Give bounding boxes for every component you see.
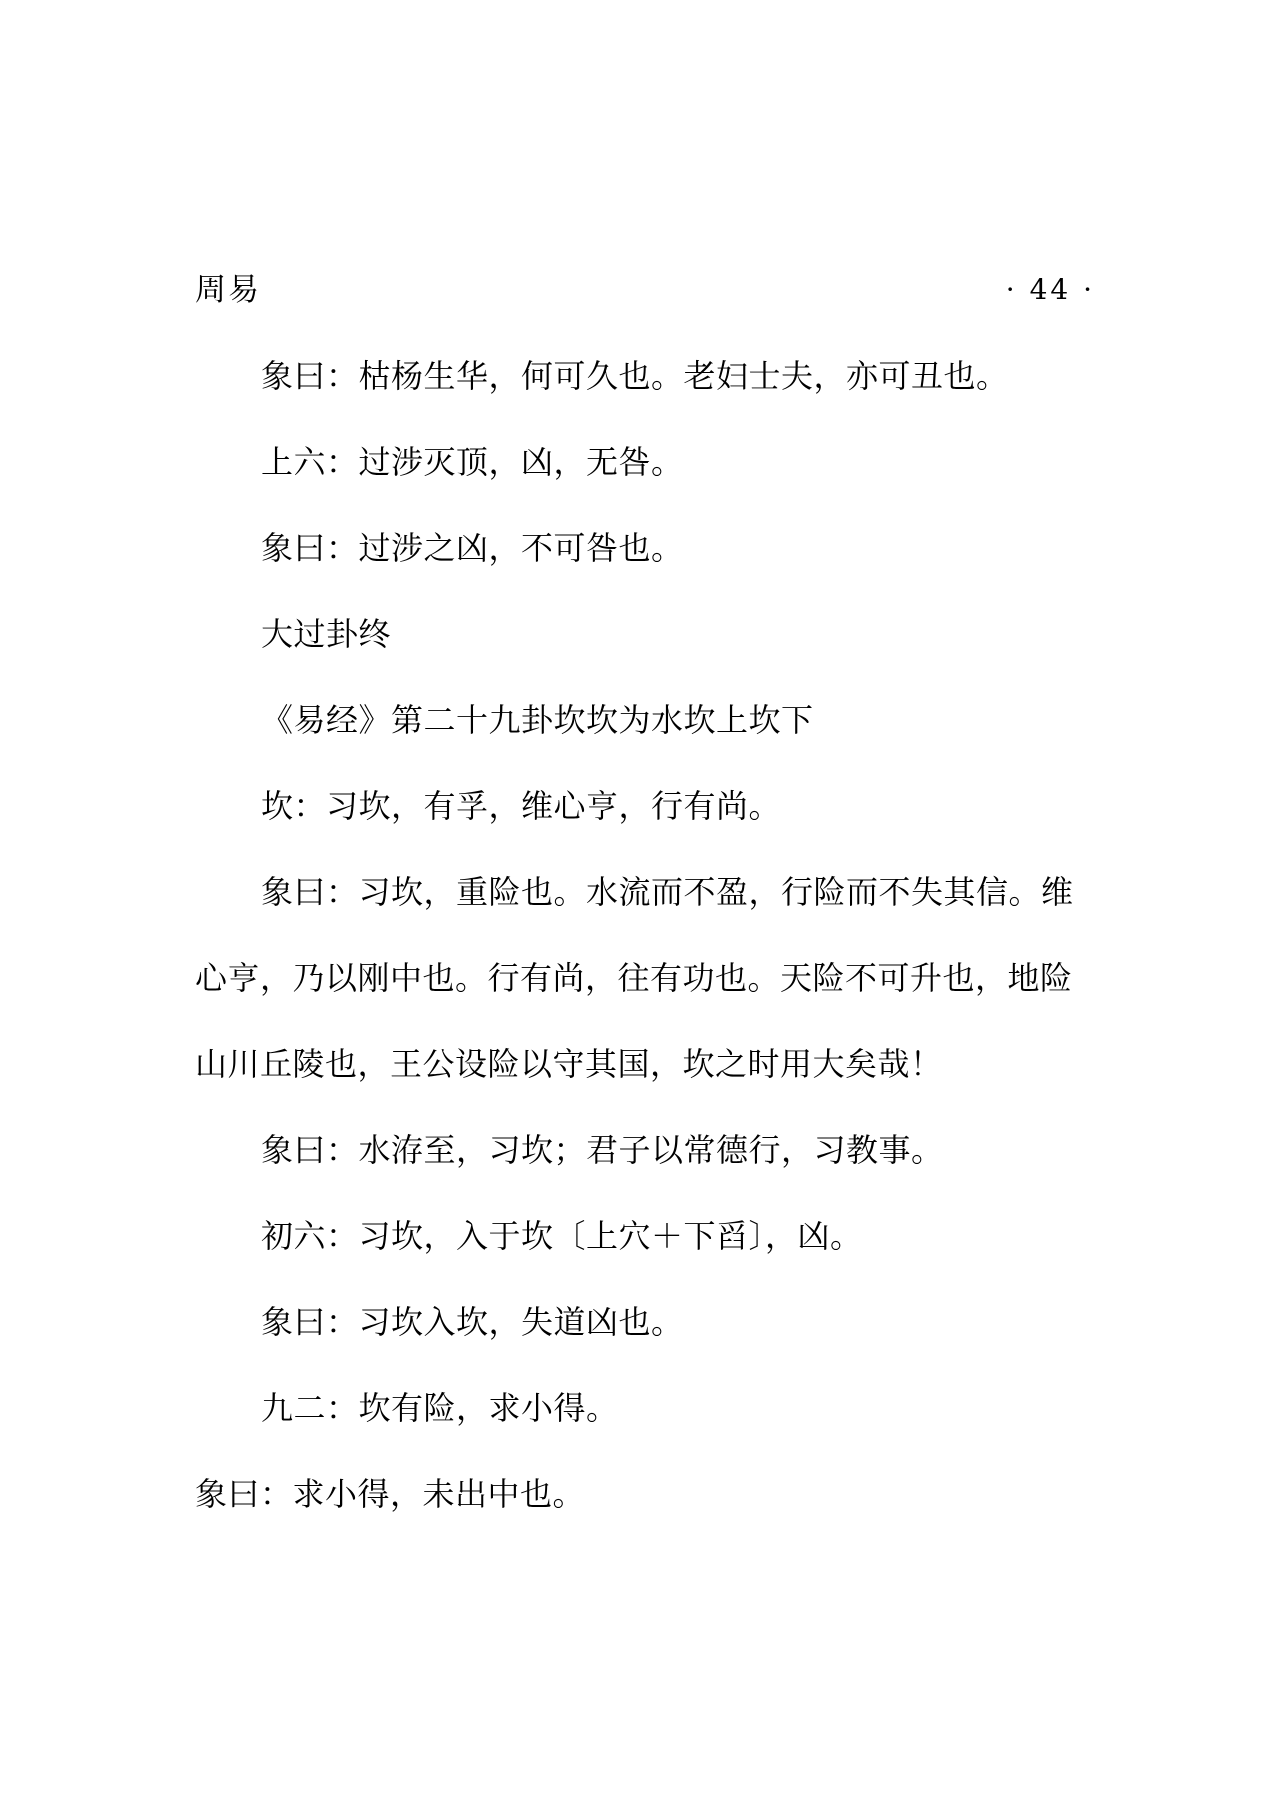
text-line: 上六：过涉灭顶，凶，无咎。	[261, 443, 684, 481]
text-line: 初六：习坎，入于坎〔上穴＋下舀〕，凶。	[261, 1217, 863, 1255]
text-line: 象曰：求小得，未出中也。	[195, 1475, 586, 1513]
text-line: 坎：习坎，有孚，维心亨，行有尚。	[261, 787, 782, 825]
text-line: 象曰：习坎，重险也。水流而不盈，行险而不失其信。维	[261, 873, 1074, 911]
text-line: 象曰：过涉之凶，不可咎也。	[261, 529, 684, 567]
text-line: 象曰：习坎入坎，失道凶也。	[261, 1303, 684, 1341]
section-end-line: 大过卦终	[261, 615, 392, 653]
page-number: · 44 ·	[1005, 273, 1095, 306]
text-line: 象曰：枯杨生华，何可久也。老妇士夫，亦可丑也。	[261, 357, 1009, 395]
text-line-continuation: 心亨，乃以刚中也。行有尚，往有功也。天险不可升也，地险	[195, 959, 1073, 997]
section-heading: 《易经》第二十九卦坎坎为水坎上坎下	[261, 701, 814, 739]
text-line: 象曰：水洊至，习坎；君子以常德行，习教事。	[261, 1131, 944, 1169]
running-title: 周易	[195, 272, 261, 308]
text-line-continuation: 山川丘陵也，王公设险以守其国，坎之时用大矣哉！	[195, 1045, 943, 1083]
text-body	[195, 346, 1095, 1550]
page-header	[195, 268, 1095, 312]
text-line: 九二：坎有险，求小得。	[261, 1389, 619, 1427]
